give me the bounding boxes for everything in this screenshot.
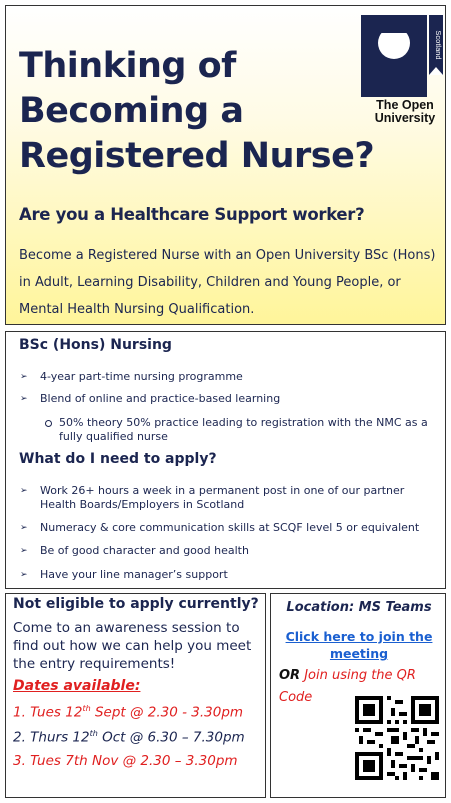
qr-instruction: OR Join using the QR Code [279, 668, 416, 705]
location-heading: Location: MS Teams [286, 600, 432, 615]
arrow-bullet-icon: ➢ [20, 486, 28, 496]
logo-side-text: Scotland [434, 30, 443, 60]
arrow-bullet-icon: ➢ [20, 570, 28, 580]
title-line-1: Thinking of [19, 46, 236, 86]
title-line-2: Becoming a [19, 91, 244, 131]
awareness-session-panel [5, 593, 266, 798]
title-line-3: Registered Nurse? [19, 136, 375, 176]
list-item: ➢ 4-year part-time nursing programme [20, 370, 243, 383]
awareness-text: Come to an awareness session to find out how we can help you meet the entry requirements! [13, 620, 252, 672]
course-sub-bullets [42, 416, 442, 444]
page-title [19, 44, 399, 179]
open-university-logo [359, 15, 449, 130]
list-item: ➢ Have your line manager’s support [20, 568, 228, 581]
intro-text: Become a Registered Nurse with an Open University BSc (Hons) in Adult, Learning Disability, Children and Young People, or Mental Health Nursing Qualification. [19, 248, 436, 317]
header-panel [5, 5, 446, 325]
logo-text [359, 99, 451, 125]
apply-bullets [20, 484, 440, 582]
list-item: ➢ Blend of online and practice-based learning [20, 392, 281, 405]
arrow-bullet-icon: ➢ [20, 523, 28, 533]
ou-shield-icon [359, 15, 451, 99]
list-item: 50% theory 50% practice leading to registration with the NMC as a fully qualified nurse [42, 416, 442, 444]
logo-line-1: The Open [376, 98, 434, 112]
list-item: ➢ Work 26+ hours a week in a permanent post in one of our partner Health Boards/Employers in Scotland [20, 484, 405, 511]
course-heading: BSc (Hons) Nursing [19, 337, 172, 353]
join-meeting-link[interactable]: Click here to join the meeting [285, 629, 433, 661]
course-bullets [20, 370, 430, 406]
logo-line-2: University [374, 111, 436, 125]
list-item: ➢ Numeracy & core communication skills at SCQF level 5 or equivalent [20, 521, 420, 534]
not-eligible-heading: Not eligible to apply currently? [13, 596, 259, 612]
date-item-1: 1. Tues 12th Sept @ 2.30 - 3.30pm [13, 704, 244, 721]
qr-code-icon[interactable] [355, 696, 439, 780]
arrow-bullet-icon: ➢ [20, 394, 28, 404]
course-info-panel [5, 331, 446, 589]
circle-bullet-icon [45, 420, 52, 427]
dates-heading: Dates available: [13, 678, 141, 694]
location-panel [270, 593, 446, 798]
date-item-3: 3. Tues 7th Nov @ 2.30 – 3.30pm [13, 753, 238, 769]
date-item-2: 2. Thurs 12th Oct @ 6.30 – 7.30pm [13, 729, 245, 746]
subtitle: Are you a Healthcare Support worker? [19, 205, 365, 224]
arrow-bullet-icon: ➢ [20, 372, 28, 382]
arrow-bullet-icon: ➢ [20, 546, 28, 556]
apply-heading: What do I need to apply? [19, 451, 217, 467]
list-item: ➢ Be of good character and good health [20, 544, 249, 557]
